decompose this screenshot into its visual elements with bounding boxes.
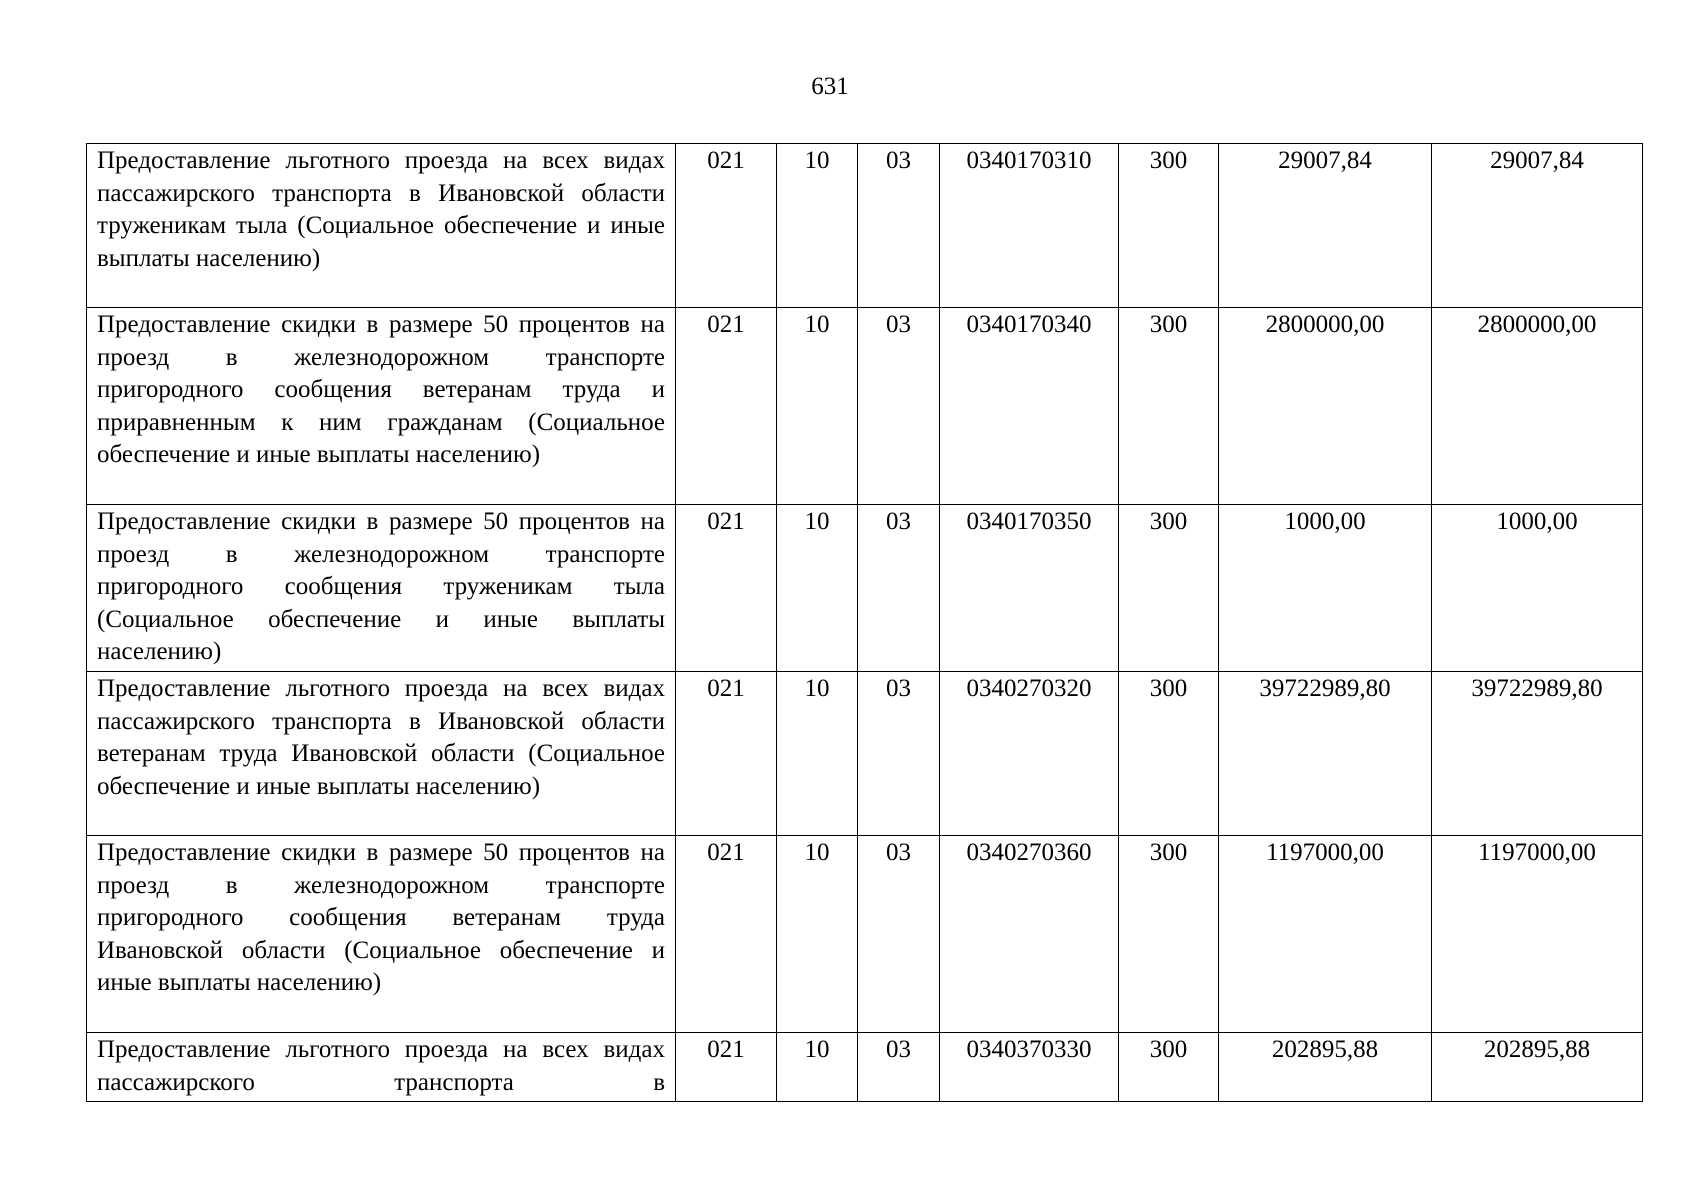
section-code: 10 [777,1032,858,1101]
section-code: 10 [777,835,858,1032]
row-description: Предоставление льготного проезда на всех видах пассажирского транспорта в Ивановской области ветеранам труда Ивановской области (Социальное обеспечение и иные выплаты населению) [87,671,676,835]
section-code: 10 [777,308,858,505]
target-article-code: 0340170350 [940,505,1119,672]
table-row [87,144,1643,308]
amount-2: 39722989,80 [1432,671,1643,835]
ministry-code: 021 [676,505,777,672]
subsection-code: 03 [858,144,940,308]
target-article-code: 0340270360 [940,835,1119,1032]
amount-1: 2800000,00 [1219,308,1432,505]
table-row [87,308,1643,505]
amount-1: 202895,88 [1219,1032,1432,1101]
amount-2: 1197000,00 [1432,835,1643,1032]
subsection-code: 03 [858,671,940,835]
table-row [87,1032,1643,1101]
ministry-code: 021 [676,671,777,835]
expense-type-code: 300 [1119,835,1219,1032]
section-code: 10 [777,144,858,308]
target-article-code: 0340270320 [940,671,1119,835]
amount-2: 202895,88 [1432,1032,1643,1101]
subsection-code: 03 [858,1032,940,1101]
row-description: Предоставление скидки в размере 50 процентов на проезд в железнодорожном транспорте пригородного сообщения ветеранам труда Ивановской области (Социальное обеспечение и иные выплаты населению) [87,835,676,1032]
amount-2: 2800000,00 [1432,308,1643,505]
page-number: 631 [811,73,849,100]
amount-1: 1000,00 [1219,505,1432,672]
expense-type-code: 300 [1119,1032,1219,1101]
expense-type-code: 300 [1119,308,1219,505]
row-description: Предоставление льготного проезда на всех видах пассажирского транспорта в Ивановской области труженикам тыла (Социальное обеспечение и иные выплаты населению) [87,144,676,308]
ministry-code: 021 [676,308,777,505]
target-article-code: 0340170310 [940,144,1119,308]
subsection-code: 03 [858,505,940,672]
row-description: Предоставление льготного проезда на всех видах пассажирского транспорта в [87,1032,676,1101]
amount-1: 1197000,00 [1219,835,1432,1032]
table-row [87,835,1643,1032]
budget-table [86,143,1643,1102]
ministry-code: 021 [676,835,777,1032]
expense-type-code: 300 [1119,505,1219,672]
amount-1: 29007,84 [1219,144,1432,308]
amount-1: 39722989,80 [1219,671,1432,835]
row-description: Предоставление скидки в размере 50 процентов на проезд в железнодорожном транспорте пригородного сообщения труженикам тыла (Социальное обеспечение и иные выплаты населению) [87,505,676,672]
subsection-code: 03 [858,835,940,1032]
target-article-code: 0340370330 [940,1032,1119,1101]
subsection-code: 03 [858,308,940,505]
amount-2: 29007,84 [1432,144,1643,308]
row-description: Предоставление скидки в размере 50 процентов на проезд в железнодорожном транспорте пригородного сообщения ветеранам труда и приравненным к ним гражданам (Социальное обеспечение и иные выплаты населению) [87,308,676,505]
table-row [87,505,1643,672]
section-code: 10 [777,505,858,672]
table-row [87,671,1643,835]
expense-type-code: 300 [1119,671,1219,835]
ministry-code: 021 [676,144,777,308]
amount-2: 1000,00 [1432,505,1643,672]
expense-type-code: 300 [1119,144,1219,308]
target-article-code: 0340170340 [940,308,1119,505]
ministry-code: 021 [676,1032,777,1101]
section-code: 10 [777,671,858,835]
